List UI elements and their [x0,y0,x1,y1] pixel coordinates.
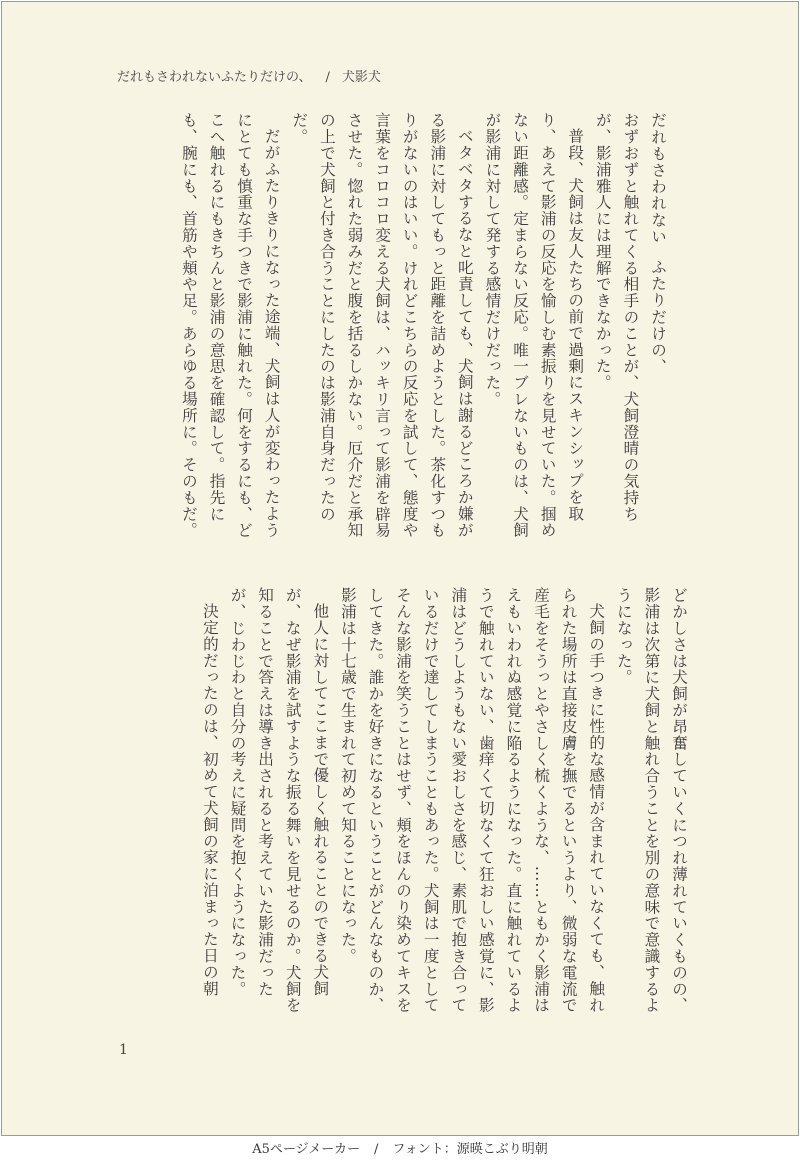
header-separator: / [325,70,330,85]
paragraph: 普段、犬飼は友人たちの前で過剰にスキンシップを取り、あえて影浦の反応を愉しむ素振りを見せていた。掴めない距離感。定まらない反応。唯一ブレないものは、犬飼が影浦に対して発する感情だけだった。 [483,112,585,539]
story-title-part2: ふたりだけの、 [649,258,667,376]
story-title-part1: だれもさわれない [649,112,667,245]
paragraph: おずおずと触れてくる相手のことが、犬飼澄晴の気持ちが、影浦雅人には理解できなかった。 [593,112,640,522]
story-title [643,112,671,552]
running-header [117,66,381,85]
text-block-top [174,112,671,552]
paragraph: だがふたりきりになった途端、犬飼は人が変わったようにとても慎重な手つきで影浦に触れた。何をするにも、どこへ触れるにもきちんと影浦の意思を確認して。指先にも、腕にも、首筋や頬や足。あらゆる場所に。そのもだ。 [179,112,281,539]
footer-separator: / [374,1142,379,1157]
document-page [1,1,799,1136]
text-block-bottom [195,587,692,1027]
header-work-title: だれもさわれないふたりだけの、 [117,70,312,85]
paragraph: どかしさは犬飼が昂奮していくにつれ薄れていくものの、影浦は次第に犬飼と触れ合うことを別の意味で意識するようになった。 [614,587,688,1014]
paragraph: ベタベタするなと叱責しても、犬飼は謝るどころか嫌がる影浦に対してもっと距離を詰めようとした。茶化すつもりがないのはいい。けれどこちらの反応を試して、態度や言葉をコロコロ変える犬飼は、ハッキリ言って影浦を辟易させた。惚れた弱みだと腹を括るしかない。厄介だと承知の上で犬飼と付き合うことにしたのは影浦自身だったのだ。 [290,112,474,539]
page-number: 1 [119,1042,128,1058]
header-author: 犬影犬 [341,70,381,85]
paragraph: 決定的だったのは、初めて犬飼の家に泊まった日の朝 [200,602,219,997]
footer-tool-name: A5ページメーカー [252,1142,360,1157]
paragraph: 他人に対してここまで優しく触れることのできる犬飼が、なぜ影浦を試すような振る舞いを見せるのか。犬飼を知ることで答えは導き出されると考えていた影浦だったが、じわじわと自分の考えに疑問を抱くようになった。 [228,587,330,1014]
paragraph: 犬飼の手つきに性的な感情が含まれていなくても、触れられた場所は直接皮膚を撫でるというより、微弱な電流で産毛をそうっとやさしく梳くような、……ともかく影浦はえもいわれぬ感覚に陥るようになった。直に触れているようで触れていない、歯痒くて切なくて狂おしい感覚に、影浦はどうしようもない愛おしさを感じ、素肌で抱き合っているだけで達してしまうこともあった。犬飼は一度としてそんな影浦を笑うことはせず、頬をほんのり染めてキスをしてきた。誰かを好きになるということがどんなものか、影浦は十七歳で生まれて初めて知ることになった。 [338,587,606,1014]
footer-font-credit: フォント：源暎こぶり明朝 [392,1142,548,1157]
footer-credit [0,1138,800,1157]
